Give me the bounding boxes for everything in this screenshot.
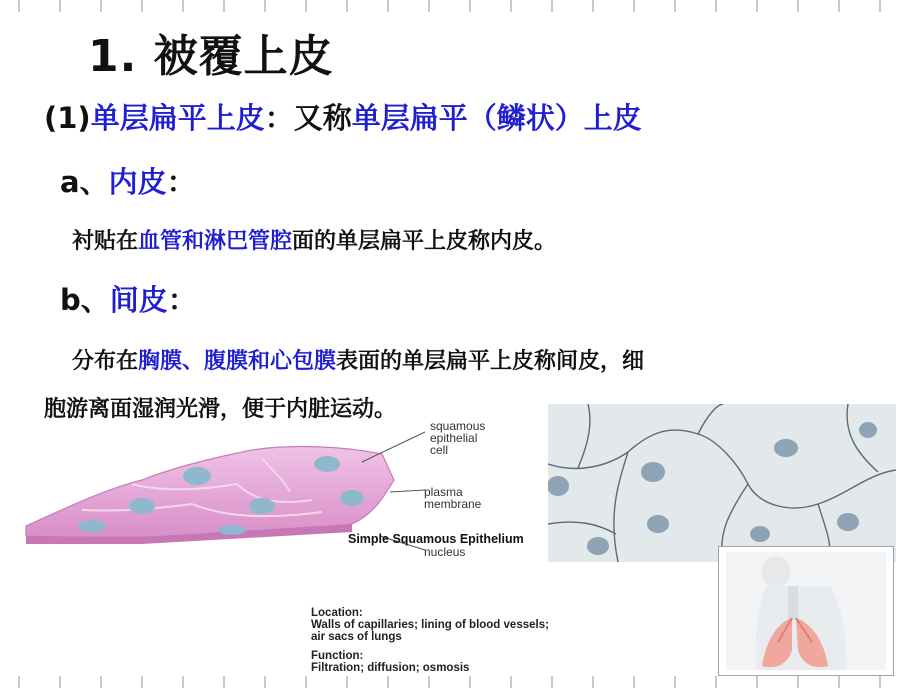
heading-endothelium: a、内皮：	[60, 165, 196, 199]
dash-mark	[305, 0, 307, 12]
dash-mark	[100, 676, 102, 688]
dash-mark	[469, 676, 471, 688]
dash-mark	[387, 676, 389, 688]
dash-mark	[428, 676, 430, 688]
lungs-image	[718, 546, 894, 676]
dash-mark	[510, 0, 512, 12]
bottom-dash-border	[0, 676, 920, 690]
dash-mark	[674, 676, 676, 688]
top-dash-border	[0, 0, 920, 14]
dash-mark	[346, 676, 348, 688]
term-simple-squamous: 单层扁平上皮	[90, 101, 265, 135]
nucleus-mark	[314, 456, 340, 472]
text-endothelium: 衬贴在血管和淋巴管腔面的单层扁平上皮称内皮。	[72, 229, 557, 254]
dash-mark	[59, 676, 61, 688]
dash-mark	[879, 0, 881, 12]
dash-mark	[141, 0, 143, 12]
heading-mesothelium: b、间皮：	[60, 283, 197, 317]
dash-mark	[305, 676, 307, 688]
dash-mark	[633, 0, 635, 12]
dash-mark	[715, 0, 717, 12]
squamous-cell-illustration	[22, 440, 402, 550]
dash-mark	[428, 0, 430, 12]
dash-mark	[510, 676, 512, 688]
line-squamous-definition: (1)单层扁平上皮：又称单层扁平（鳞状）上皮	[44, 101, 642, 135]
dash-mark	[756, 676, 758, 688]
dash-mark	[223, 0, 225, 12]
dash-mark	[141, 676, 143, 688]
dash-mark	[59, 0, 61, 12]
text-mesothelium-cont: 胞游离面湿润光滑，便于内脏运动。	[44, 397, 397, 422]
text-mesothelium: 分布在胸膜、腹膜和心包膜表面的单层扁平上皮称间皮，细	[72, 349, 645, 374]
dash-mark	[592, 676, 594, 688]
dash-mark	[551, 676, 553, 688]
dash-mark	[182, 676, 184, 688]
micrograph-image	[548, 404, 896, 562]
nucleus-mark	[218, 525, 246, 535]
dash-mark	[838, 0, 840, 12]
dash-mark	[674, 0, 676, 12]
micro-nucleus	[774, 439, 798, 457]
label-plasma-membrane: plasma membrane	[424, 485, 482, 511]
info-block: Location: Walls of capillaries; lining of blood vessels; air sacs of lungs Function: Filtration; diffusion; osmosis	[311, 607, 549, 674]
nucleus-mark	[78, 520, 106, 532]
figure-caption: Simple Squamous Epithelium	[348, 532, 524, 546]
micro-nucleus	[647, 515, 669, 533]
micro-nucleus	[548, 476, 569, 496]
dash-mark	[838, 676, 840, 688]
nucleus-mark	[249, 498, 275, 514]
slide-title: 1. 被覆上皮	[88, 31, 334, 82]
dash-mark	[633, 676, 635, 688]
dash-mark	[346, 0, 348, 12]
dash-mark	[879, 676, 881, 688]
dash-mark	[797, 0, 799, 12]
micro-nucleus	[587, 537, 609, 555]
dash-mark	[264, 0, 266, 12]
dash-mark	[18, 0, 20, 12]
dash-mark	[182, 0, 184, 12]
dash-mark	[264, 676, 266, 688]
dash-mark	[756, 0, 758, 12]
dash-mark	[551, 0, 553, 12]
micro-nucleus	[859, 422, 877, 438]
nucleus-mark	[129, 498, 155, 514]
dash-mark	[387, 0, 389, 12]
term-alias: 单层扁平（鳞状）上皮	[351, 101, 642, 135]
micro-nucleus	[750, 526, 770, 542]
label-squamous-cell: squamous epithelial cell	[430, 419, 486, 457]
nucleus-mark	[183, 467, 211, 485]
micro-nucleus	[641, 462, 665, 482]
dash-mark	[18, 676, 20, 688]
label-nucleus: nucleus	[424, 545, 466, 559]
micro-nucleus	[837, 513, 859, 531]
dash-mark	[592, 0, 594, 12]
dash-mark	[469, 0, 471, 12]
dash-mark	[797, 676, 799, 688]
dash-mark	[715, 676, 717, 688]
dash-mark	[223, 676, 225, 688]
dash-mark	[100, 0, 102, 12]
